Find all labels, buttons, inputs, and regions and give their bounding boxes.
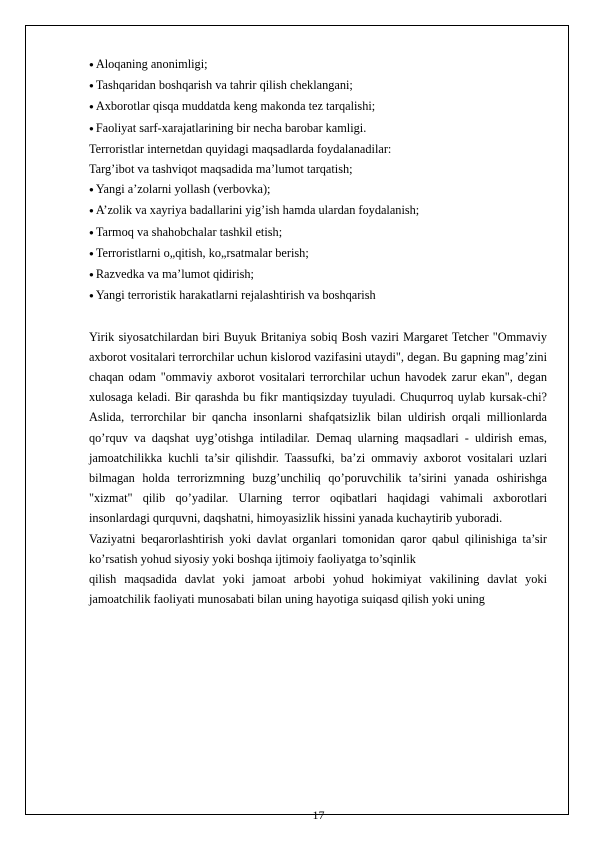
- bullet-icon: ●: [89, 291, 94, 301]
- intro-line: Terroristlar internetdan quyidagi maqsadlarda foydalanadilar:: [89, 141, 392, 156]
- bullet-icon: ●: [89, 248, 94, 258]
- bullet-list-features: [89, 54, 547, 139]
- paragraph-definition-continued: qilish maqsadida davlat yoki jamoat arbobi yohud hokimiyat vakilining davlat yoki jamoatchilik faoliyati munosabati bilan uning hayotiga suiqasd qilish yoki uning: [89, 572, 547, 607]
- bullet-icon: ●: [89, 227, 94, 237]
- bullet-icon: ●: [89, 206, 94, 216]
- list-item: ● Tashqaridan boshqarish va tahrir qilish cheklangani;: [89, 75, 547, 96]
- list-item: ● Yangi terroristik harakatlarni rejalashtirish va boshqarish: [89, 285, 547, 306]
- spacer: [89, 306, 547, 326]
- list-item: ● Yangi a’zolarni yollash (verbovka);: [89, 179, 547, 200]
- page-number: 17: [312, 808, 325, 822]
- bullet-icon: ●: [89, 60, 94, 69]
- list-item: ● Axborotlar qisqa muddatda keng makonda tez tarqalishi;: [89, 96, 547, 117]
- list-item: ● Razvedka va ma’lumot qidirish;: [89, 264, 547, 285]
- document-body: [89, 54, 547, 609]
- bullet-icon: ●: [89, 102, 94, 112]
- bullet-icon: ●: [89, 81, 94, 91]
- list-item: ● Tarmoq va shahobchalar tashkil etish;: [89, 222, 547, 243]
- list-item: ● Terroristlarni o„qitish, ko„rsatmalar berish;: [89, 243, 547, 264]
- list-item: ● Aloqaning anonimligi;: [89, 54, 547, 75]
- bullet-icon: ●: [89, 123, 94, 133]
- list-item: ● Faoliyat sarf-xarajatlarining bir necha barobar kamligi.: [89, 118, 547, 139]
- bullet-icon: ●: [89, 185, 94, 195]
- paragraph-definition: Vaziyatni beqarorlashtirish yoki davlat organlari tomonidan qaror qabul qilinishiga ta’sir ko’rsatish yohud siyosiy yoki boshqa ijtimoiy faoliyatga to’sqinlik: [89, 531, 547, 566]
- list-item: ● A’zolik va xayriya badallarini yig’ish hamda ulardan foydalanish;: [89, 200, 547, 221]
- paragraph-thatcher-quote: Yirik siyosatchilardan biri Buyuk Britaniya sobiq Bosh vaziri Margaret Tetcher "Ommaviy axborot vositalari terrorchilar uchun kislorod vazifasini utaydi", degan. Bu gapning mag’zini chaqan odam "ommaviy axborot vositalari terrorchilar uchun havodek zarur ekan", degan xulosaga keladi. Bir qarashda bu fikr mantiqsizday tuyuladi. Chuqurroq uylab kursak-chi? Aslida, terrorchilar bir qancha insonlarni shafqatsizlik bilan uldirish orqali millionlarda qo’rquv va daqshat uyg’otishga intiladilar. Demaq ularning maqsadlari - uldirish emas, jamoatchilikka kuchli ta’sir qilishdir. Taassufki, ba’zi ommaviy axborot vositalari uzlari bilmagan holda terrorizmning buzg’unchiliq qo’poruvchilik ta’sirini yanada oshirishga "xizmat" qilib qo’yadilar. Ularning terror oqibatlari haqidagi vahimali axborotlari insonlardagi qurquvni, daqshatni, himoyasizlik hissini yanada kuchaytirib yuboradi.: [89, 329, 547, 526]
- bullet-icon: ●: [89, 270, 94, 280]
- intro-line: Targ’ibot va tashviqot maqsadida ma’lumot tarqatish;: [89, 162, 353, 177]
- bullet-list-purposes: [89, 179, 547, 306]
